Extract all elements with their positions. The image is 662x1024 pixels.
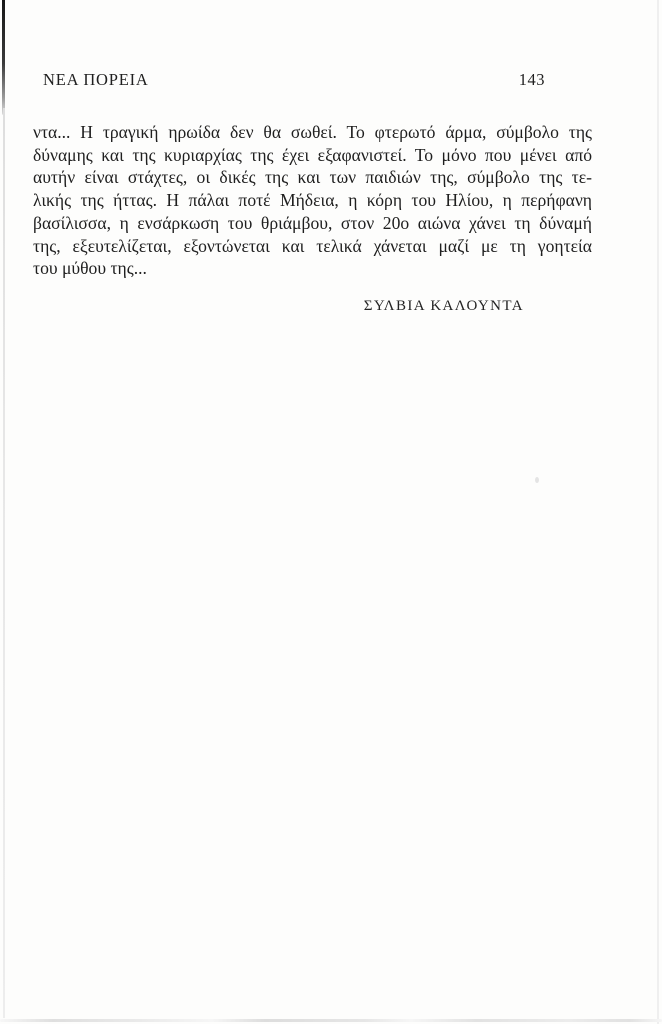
journal-title: ΝΕΑ ΠΟΡΕΙΑ xyxy=(43,70,149,89)
body-line: ντα... Η τραγική ηρωίδα δεν θα σωθεί. Το φτερωτό άρμα, σύμβολο της xyxy=(33,122,592,142)
page-number: 143 xyxy=(518,70,545,89)
scan-page-edge-right xyxy=(657,0,659,1024)
body-line: του μύθου της... xyxy=(33,258,147,279)
body-line: αυτήν είναι στάχτες, οι δικές της και των παιδιών της, σύμβολο της τε- xyxy=(33,167,592,188)
body-line: της, εξευτελίζεται, εξοντώνεται και τελικά χάνεται μαζί με τη γοητεία xyxy=(33,235,592,256)
body-line: δύναμης και της κυριαρχίας της έχει εξαφανιστεί. Το μόνο που μένει από xyxy=(33,144,592,165)
body-line: λικής της ήττας. Η πάλαι ποτέ Μήδεια, η κόρη του Ηλίου, η περήφανη xyxy=(33,190,592,211)
scan-speck xyxy=(535,477,539,483)
scan-page-edge-left xyxy=(3,108,5,1018)
body-line: βασίλισσα, η ενσάρκωση του θριάμβου, στον 20ο αιώνα χάνει τη δύναμή xyxy=(33,212,592,233)
author-signature: ΣΥΛΒΙΑ ΚΑΛΟΥΝΤΑ xyxy=(363,298,524,314)
scan-page-edge-bottom xyxy=(0,1019,662,1022)
scan-binding-edge-left xyxy=(2,0,5,115)
author-signature-row xyxy=(33,297,592,315)
article-body xyxy=(33,121,592,280)
running-head xyxy=(43,70,545,90)
